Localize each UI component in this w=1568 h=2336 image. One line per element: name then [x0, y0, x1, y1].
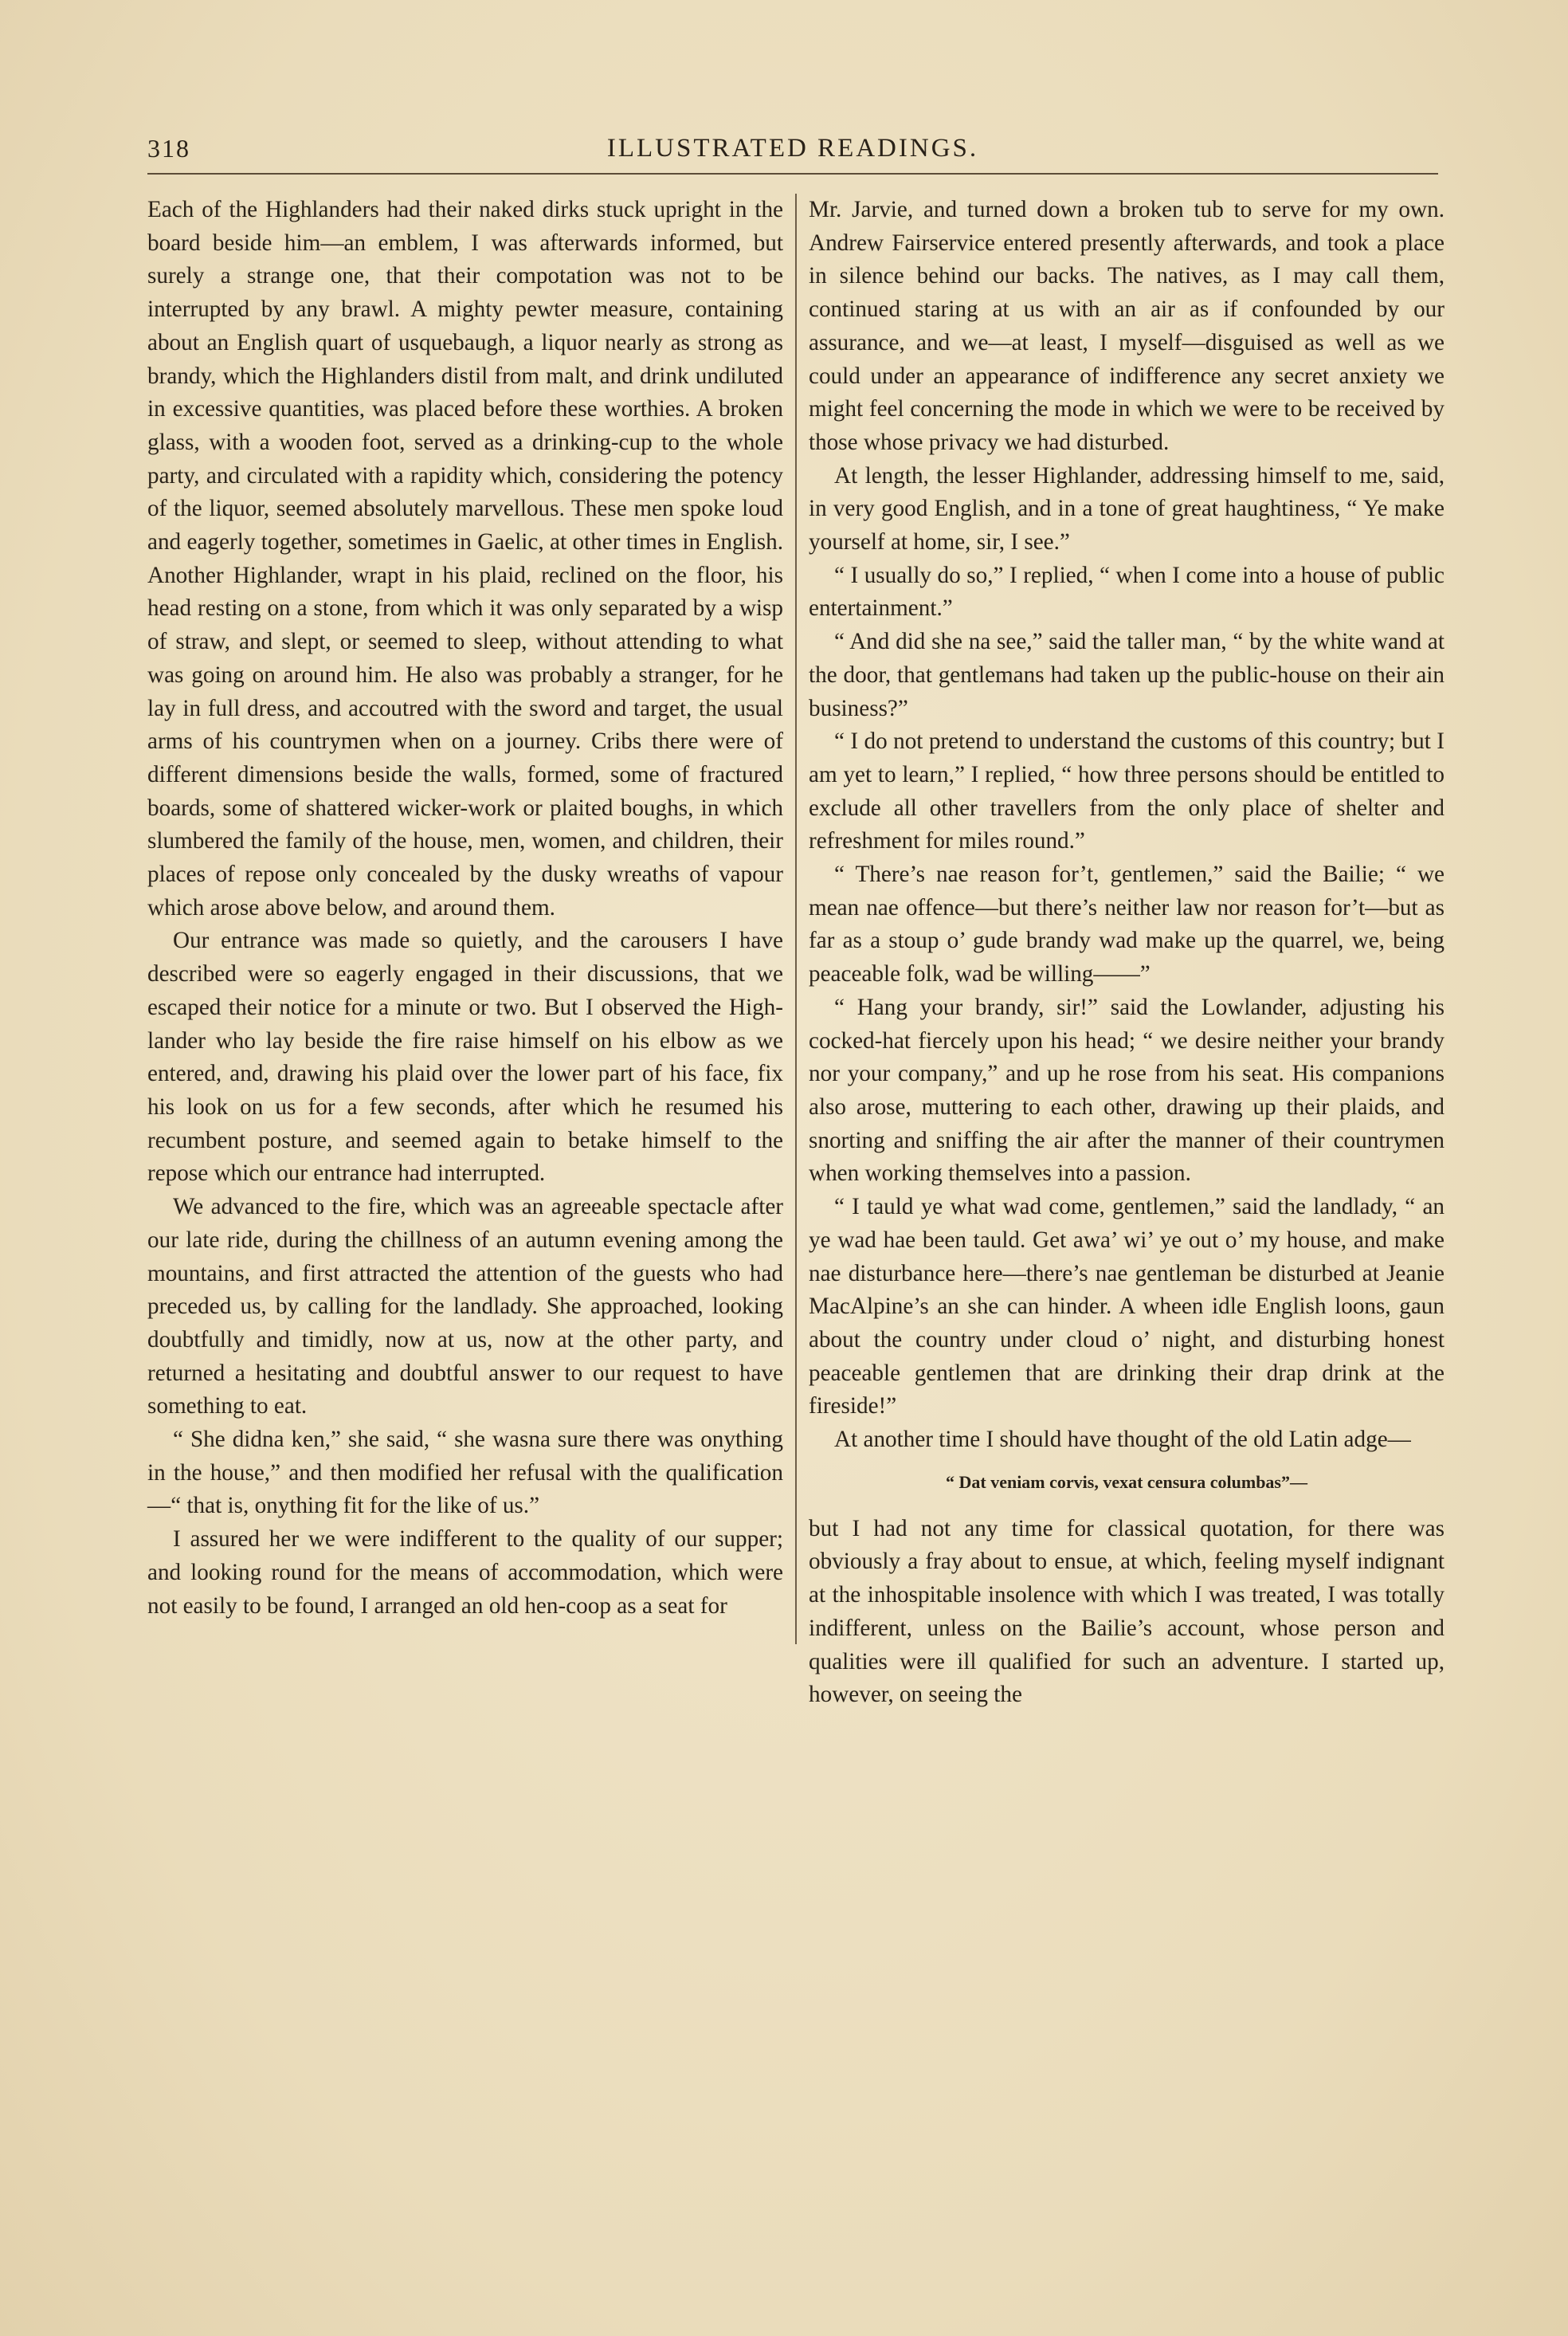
- page-number: 318: [147, 134, 190, 163]
- paragraph: Our entrance was made so quietly, and the carousers I have described were so eagerly engaged in their discussions, that we escaped their notice for a minute or two. But I observed the Highlander who lay beside the fire raise himself on his elbow as we entered, and, drawing his plaid over the lower part of his face, fix his look on us for a few seconds, after which he resumed his recumbent posture, and seemed again to betake himself to the repose which our entrance had interrupted.: [147, 928, 783, 1187]
- right-column: [809, 194, 1445, 1712]
- paragraph: “ I usually do so,” I replied, “ when I come into a house of public entertainment.”: [809, 562, 1445, 622]
- paragraph: but I had not any time for classical quotation, for there was obviously a fray about to ensue, at which, feeling myself indignant at the inhospitable insolence with which I was treated, I was totally indifferent, unless on the Bailie’s account, whose person and qualities were ill qualified for such an adventure. I started up, however, on seeing the: [809, 1515, 1445, 1708]
- left-column: [147, 194, 783, 1623]
- paragraph: “ I tauld ye what wad come, gentlemen,” said the landlady, “ an ye wad hae been tauld. Get awa’ wi’ ye out o’ my house, and make nae disturbance here—there’s nae gentleman be disturbed at Jeanie MacAlpine’s an she can hinder. A wheen idle English loons, gaun about the country under cloud o’ night, and disturbing honest peaceable gentlemen that are drinking their drap drink at the fireside!”: [809, 1194, 1445, 1419]
- paragraph: I assured her we were indifferent to the quality of our supper; and looking round for the means of accommodation, which were not easily to be found, I arranged an old hen-coop as a seat for: [147, 1526, 783, 1619]
- paragraph: Each of the Highlanders had their naked dirks stuck upright in the board beside him—an emblem, I was afterwards informed, but surely a strange one, that their compotation was not to be interrupted by any brawl. A mighty pewter measure, containing about an English quart of usquebaugh, a liquor nearly as strong as brandy, which the Highlanders distil from malt, and drink undiluted in excessive quantities, was placed before these worthies. A broken glass, with a wooden foot, served as a drinking-cup to the whole party, and circulated with a rapidity which, considering the potency of the liquor, seemed absolutely marvellous. These men spoke loud and eagerly together, sometimes in Gaelic, at other times in English. Another Highlander, wrapt in his plaid, reclined on the floor, his head resting on a stone, from which it was only separated by a wisp of straw, and slept, or seemed to sleep, without attending to what was going on around him. He also was probably a stranger, for he lay in full dress, and accoutred with the sword and target, the usual arms of his countrymen when on a journey. Cribs there were of different dimensions beside the walls, formed, some of fractured boards, some of shattered wicker-work or plaited boughs, in which slumbered the family of the house, men, women, and children, their places of repose only concealed by the dusky wreaths of vapour which arose above below, and around them.: [147, 197, 783, 921]
- column-divider: [795, 194, 797, 1644]
- paragraph: “ And did she na see,” said the taller man, “ by the white wand at the door, that gentlemans had taken up the public-house on their ain business?”: [809, 629, 1445, 721]
- paragraph: “ I do not pretend to understand the customs of this country; but I am yet to learn,” I replied, “ how three persons should be entitled to exclude all other travellers from the only place of shelter and refreshment for miles round.”: [809, 728, 1445, 854]
- running-head: ILLUSTRATED READINGS.: [606, 134, 979, 163]
- latin-quotation: “ Dat veniam corvis, vexat censura columbas”—: [945, 1471, 1307, 1492]
- paragraph: “ She didna ken,” she said, “ she wasna sure there was onything in the house,” and then modified her refusal with the qualification—“ that is, onything fit for the like of us.”: [147, 1427, 783, 1519]
- paragraph: “ There’s nae reason for’t, gentlemen,” said the Bailie; “ we mean nae offence—but there’s neither law nor reason for’t—but as far as a stoup o’ gude brandy wad make up the quarrel, we, being peaceable folk, wad be willing——”: [809, 862, 1445, 987]
- page-header: [147, 134, 1438, 174]
- paragraph: We advanced to the fire, which was an agreeable spectacle after our late ride, during the chillness of an autumn evening among the mountains, and first attracted the attention of the guests who had preceded us, by calling for the landlady. She approached, looking doubtfully and timidly, now at us, now at the other party, and returned a hesitating and doubtful answer to our request to have something to eat.: [147, 1194, 783, 1419]
- paragraph: Mr. Jarvie, and turned down a broken tub to serve for my own. Andrew Fairservice entered presently afterwards, and took a place in silence behind our backs. The natives, as I may call them, continued staring at us with an air as if confounded by our assurance, and we—at least, I myself—disguised as well as we could under an appearance of indifference any secret anxiety we might feel concerning the mode in which we were to be received by those whose privacy we had disturbed.: [809, 197, 1445, 455]
- paragraph: At another time I should have thought of the old Latin adge—: [834, 1427, 1411, 1453]
- paragraph: “ Hang your brandy, sir!” said the Lowlander, adjusting his cocked-hat fiercely upon his head; “ we desire neither your brandy nor your company,” and up he rose from his seat. His companions also arose, muttering to each other, drawing up their plaids, and snorting and sniffing the air after the manner of their countrymen when working themselves into a passion.: [809, 994, 1445, 1187]
- paragraph: At length, the lesser Highlander, addressing himself to me, said, in very good English, and in a tone of great haughtiness, “ Ye make yourself at home, sir, I see.”: [809, 462, 1445, 556]
- header-rule: [147, 173, 1438, 175]
